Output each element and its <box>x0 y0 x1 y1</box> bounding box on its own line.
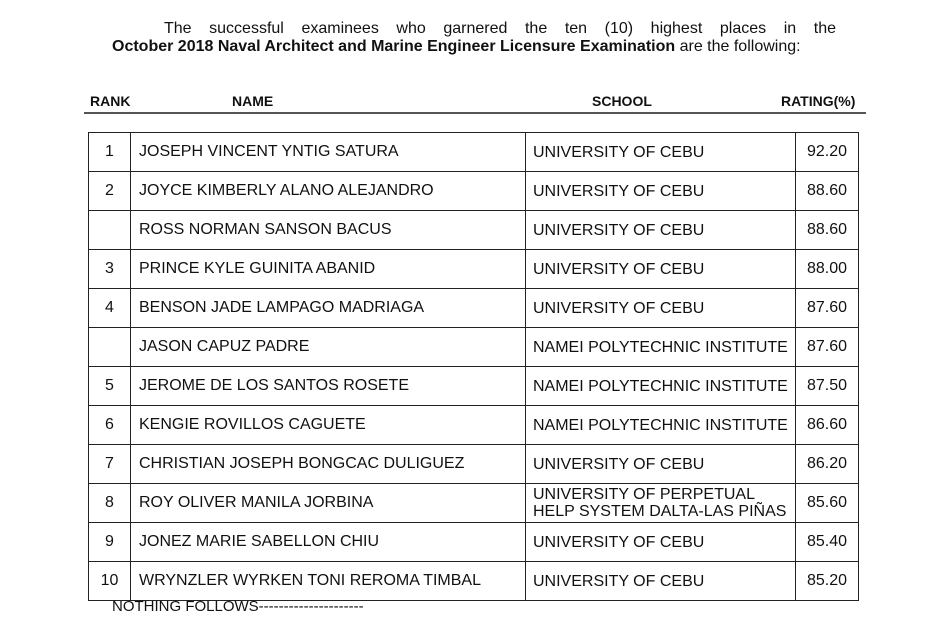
school-cell: UNIVERSITY OF CEBU <box>526 172 796 211</box>
results-table <box>88 132 859 601</box>
rating-cell: 87.50 <box>796 367 859 406</box>
table-row <box>89 445 859 484</box>
table-row <box>89 133 859 172</box>
rank-cell <box>89 328 131 367</box>
school-cell: UNIVERSITY OF CEBU <box>526 289 796 328</box>
rank-cell: 9 <box>89 523 131 562</box>
rank-cell: 3 <box>89 250 131 289</box>
rank-cell: 5 <box>89 367 131 406</box>
rating-cell: 88.00 <box>796 250 859 289</box>
rank-cell: 2 <box>89 172 131 211</box>
exam-name: October 2018 Naval Architect and Marine Engineer Licensure Examination <box>112 38 676 55</box>
intro-line-1: The successful examinees who garnered the ten (10) highest places in the <box>164 20 836 37</box>
results-table-body <box>89 133 859 601</box>
rank-cell: 10 <box>89 562 131 601</box>
intro-line-2 <box>112 38 836 56</box>
rank-cell <box>89 211 131 250</box>
name-cell: CHRISTIAN JOSEPH BONGCAC DULIGUEZ <box>131 445 526 484</box>
table-row <box>89 289 859 328</box>
table-row <box>89 367 859 406</box>
name-cell: BENSON JADE LAMPAGO MADRIAGA <box>131 289 526 328</box>
rank-cell: 7 <box>89 445 131 484</box>
school-cell: NAMEI POLYTECHNIC INSTITUTE <box>526 328 796 367</box>
school-cell: NAMEI POLYTECHNIC INSTITUTE <box>526 367 796 406</box>
name-cell: JOYCE KIMBERLY ALANO ALEJANDRO <box>131 172 526 211</box>
school-cell: UNIVERSITY OF CEBU <box>526 562 796 601</box>
school-cell: UNIVERSITY OF CEBU <box>526 250 796 289</box>
name-cell: PRINCE KYLE GUINITA ABANID <box>131 250 526 289</box>
name-cell: JOSEPH VINCENT YNTIG SATURA <box>131 133 526 172</box>
intro-paragraph <box>112 20 836 56</box>
rank-cell: 1 <box>89 133 131 172</box>
table-row <box>89 250 859 289</box>
name-cell: ROSS NORMAN SANSON BACUS <box>131 211 526 250</box>
name-cell: JASON CAPUZ PADRE <box>131 328 526 367</box>
school-cell: UNIVERSITY OF CEBU <box>526 523 796 562</box>
header-school: SCHOOL <box>592 93 652 109</box>
rating-cell: 87.60 <box>796 289 859 328</box>
rating-cell: 88.60 <box>796 211 859 250</box>
name-cell: KENGIE ROVILLOS CAGUETE <box>131 406 526 445</box>
name-cell: JEROME DE LOS SANTOS ROSETE <box>131 367 526 406</box>
school-cell: UNIVERSITY OF CEBU <box>526 133 796 172</box>
rank-cell: 4 <box>89 289 131 328</box>
header-name: NAME <box>232 93 274 109</box>
name-cell: JONEZ MARIE SABELLON CHIU <box>131 523 526 562</box>
school-cell: UNIVERSITY OF PERPETUAL HELP SYSTEM DALTA-LAS PIÑAS <box>526 484 796 523</box>
table-row <box>89 406 859 445</box>
school-cell: NAMEI POLYTECHNIC INSTITUTE <box>526 406 796 445</box>
rank-cell: 6 <box>89 406 131 445</box>
table-row <box>89 211 859 250</box>
column-header-row <box>84 92 866 114</box>
rating-cell: 85.60 <box>796 484 859 523</box>
nothing-follows-note: NOTHING FOLLOWS--------------------- <box>112 598 364 615</box>
rating-cell: 85.40 <box>796 523 859 562</box>
table-row <box>89 484 859 523</box>
rating-cell: 88.60 <box>796 172 859 211</box>
rating-cell: 87.60 <box>796 328 859 367</box>
school-cell: UNIVERSITY OF CEBU <box>526 211 796 250</box>
intro-suffix: are the following: <box>675 38 801 55</box>
rank-cell: 8 <box>89 484 131 523</box>
rating-cell: 86.20 <box>796 445 859 484</box>
rating-cell: 85.20 <box>796 562 859 601</box>
rating-cell: 86.60 <box>796 406 859 445</box>
header-rating: RATING(%) <box>781 93 856 109</box>
table-row <box>89 562 859 601</box>
name-cell: WRYNZLER WYRKEN TONI REROMA TIMBAL <box>131 562 526 601</box>
rating-cell: 92.20 <box>796 133 859 172</box>
table-row <box>89 523 859 562</box>
header-rank: RANK <box>90 93 131 109</box>
table-row <box>89 172 859 211</box>
school-cell: UNIVERSITY OF CEBU <box>526 445 796 484</box>
name-cell: ROY OLIVER MANILA JORBINA <box>131 484 526 523</box>
table-row <box>89 328 859 367</box>
